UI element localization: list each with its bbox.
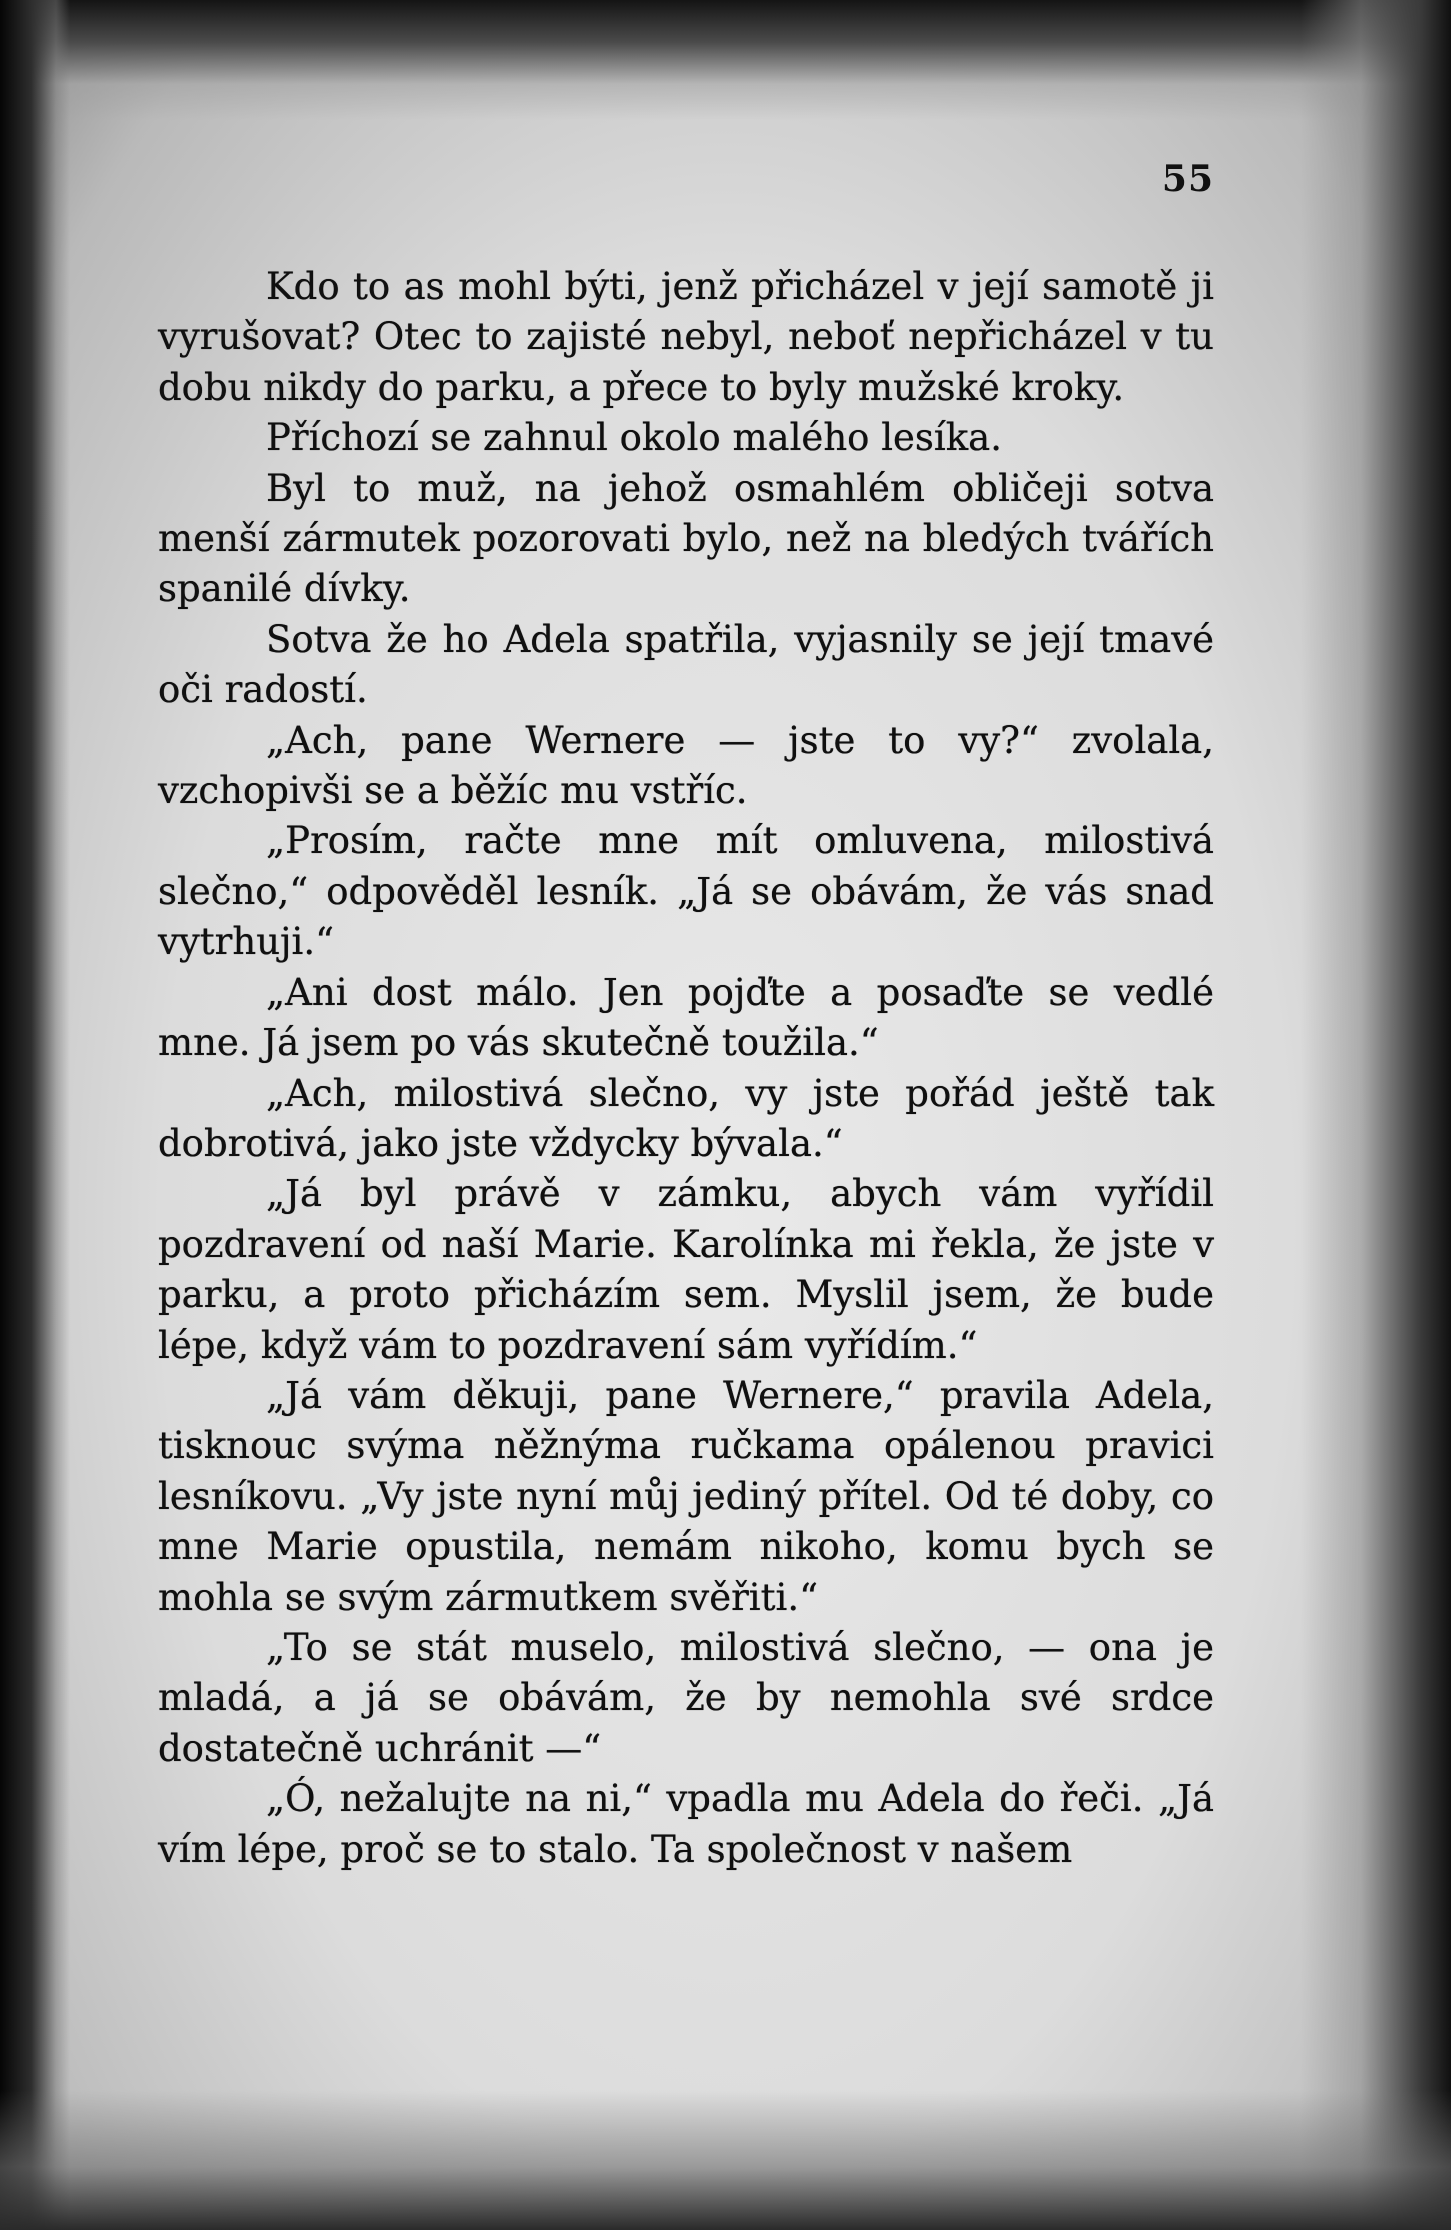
page-shadow-top [0, 0, 1451, 120]
body-text [158, 262, 1214, 1875]
paragraph: „Ach, pane Wernere — jste to vy?“ zvolala, vzchopivši se a běžíc mu vstříc. [158, 718, 1214, 813]
page-shadow-bottom [0, 2090, 1451, 2230]
paragraph: „Ó, nežalujte na ni,“ vpadla mu Adela do řeči. „Já vím lépe, proč se to stalo. Ta společnost v našem [158, 1777, 1214, 1871]
paragraph: Sotva že ho Adela spatřila, vyjasnily se její tmavé oči radostí. [158, 617, 1214, 712]
paragraph: „Já vám děkuji, pane Wernere,“ pravila Adela, tisknouc svýma něžnýma ručkama opálenou pravici lesníkovu. „Vy jste nyní můj jediný přítel. Od té doby, co mne Marie opustila, nemám nikoho, komu bych se mohla se svým zármutkem svěřiti.“ [158, 1373, 1214, 1619]
page-shadow-left [0, 0, 70, 2230]
paragraph: „To se stát muselo, milostivá slečno, — ona je mladá, a já se obávám, že by nemohla své srdce dostatečně uchránit —“ [158, 1625, 1214, 1770]
paragraph: Kdo to as mohl býti, jenž přicházel v její samotě ji vyrušovat? Otec to zajisté nebyl, neboť nepřicházel v tu dobu nikdy do parku, a přece to byly mužské kroky. [158, 265, 1214, 409]
paragraph: Byl to muž, na jehož osmahlém obličeji sotva menší zármutek pozorovati bylo, než na bledých tvářích spanilé dívky. [158, 466, 1214, 611]
page-number: 55 [1161, 158, 1214, 200]
page-shadow-right [1301, 0, 1451, 2230]
paragraph: „Prosím, račte mne mít omluvena, milostivá slečno,“ odpověděl lesník. „Já se obávám, že vás snad vytrhuji.“ [158, 819, 1214, 964]
paragraph: „Já byl právě v zámku, abych vám vyřídil pozdravení od naší Marie. Karolínka mi řekla, že jste v parku, a proto přicházím sem. Myslil jsem, že bude lépe, když vám to pozdravení sám vyřídím.“ [158, 1172, 1214, 1367]
paragraph: Příchozí se zahnul okolo malého lesíka. [266, 416, 1002, 460]
paragraph: „Ach, milostivá slečno, vy jste pořád ještě tak dobrotivá, jako jste vždycky bývala.“ [158, 1071, 1214, 1165]
paragraph: „Ani dost málo. Jen pojďte a posaďte se vedlé mne. Já jsem po vás skutečně toužila.“ [158, 970, 1214, 1065]
